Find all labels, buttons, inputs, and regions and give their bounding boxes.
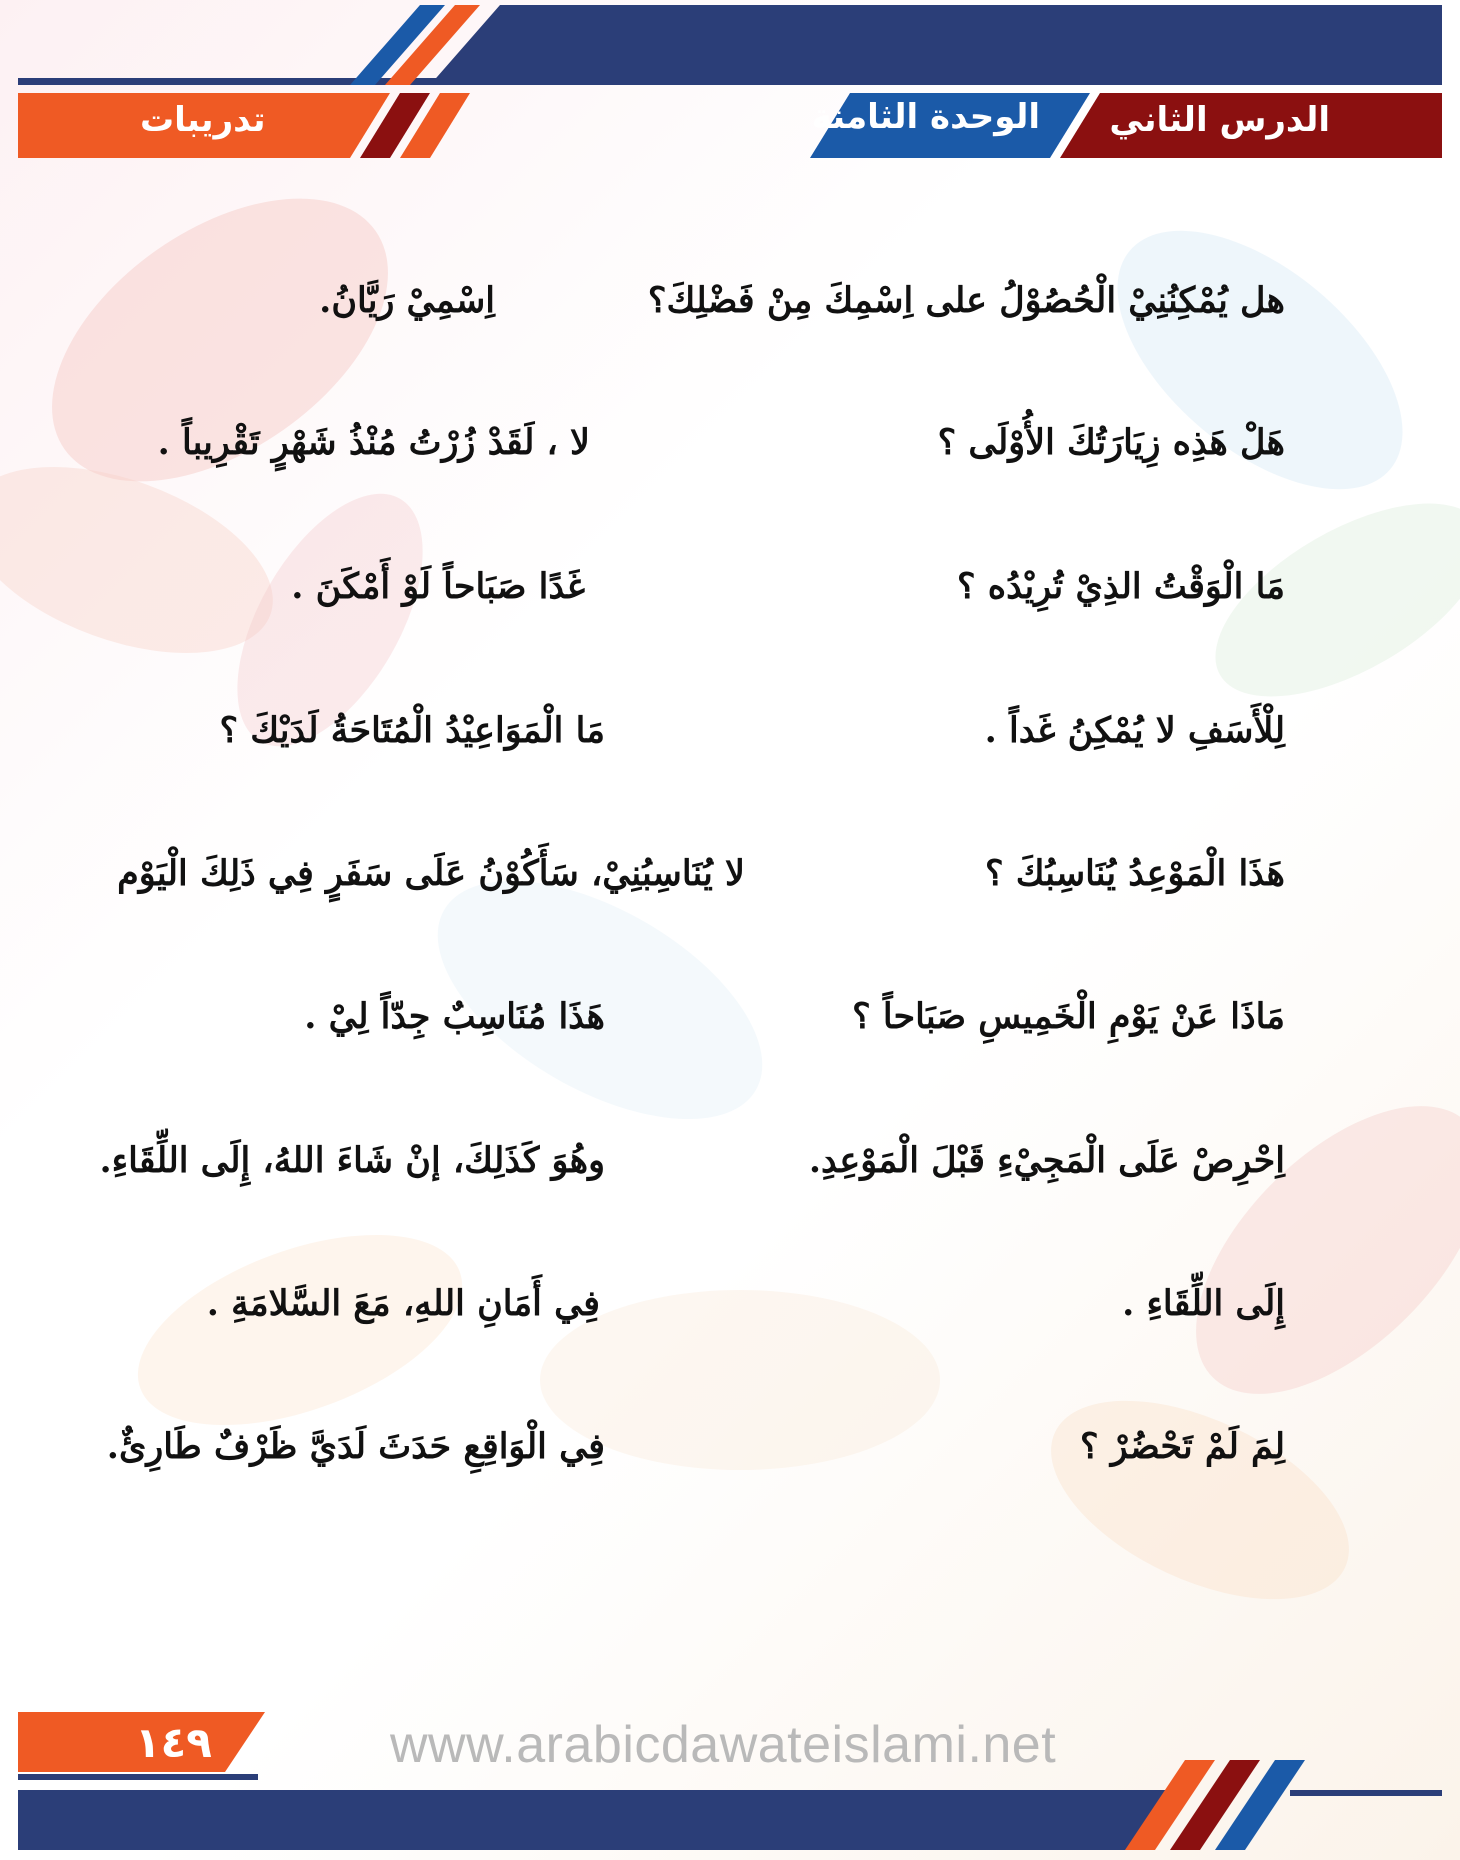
- question-text: هل يُمْكِنُنِيْ الْحُصُوْلُ على اِسْمِكَ مِنْ فَضْلِكَ؟: [647, 280, 1285, 321]
- answer-text: فِي أَمَانِ اللهِ، مَعَ السَّلامَةِ .: [206, 1283, 600, 1324]
- dialogue-row: [0, 996, 1460, 1056]
- website-watermark: www.arabicdawateislami.net: [390, 1716, 1057, 1774]
- dialogue-row: [0, 1426, 1460, 1486]
- question-text: لِلْأَسَفِ لا يُمْكِنُ غَداً .: [984, 710, 1285, 751]
- question-text: مَا الْوَقْتُ الذِيْ تُرِيْدُه ؟: [957, 566, 1285, 607]
- dialogue-row: [0, 422, 1460, 482]
- dialogue-row: [0, 853, 1460, 913]
- answer-text: لا يُنَاسِبُنِيْ، سَأَكُوْنُ عَلَى سَفَرٍ فِي ذَلِكَ الْيَوْم: [117, 853, 745, 894]
- question-text: إِلَى اللِّقَاءِ .: [1122, 1283, 1285, 1324]
- dialogue-row: [0, 566, 1460, 626]
- dialogue-row: [0, 710, 1460, 770]
- answer-text: مَا الْمَوَاعِيْدُ الْمُتَاحَةُ لَدَيْكَ ؟: [219, 710, 605, 751]
- unit-label: الوحدة الثامنة: [811, 97, 1040, 137]
- page-number: ١٤٩: [135, 1718, 212, 1767]
- question-text: هَلْ هَذِه زِيَارَتُكَ الأُوْلَى ؟: [937, 422, 1285, 463]
- dialogue-row: [0, 1283, 1460, 1343]
- lesson-label: الدرس الثاني: [1109, 100, 1330, 140]
- answer-text: لا ، لَقَدْ زُرْتُ مُنْذُ شَهْرٍ تَقْرِيباً .: [157, 422, 590, 463]
- header-banner: [0, 0, 1460, 170]
- question-text: مَاذَا عَنْ يَوْمِ الْخَمِيسِ صَبَاحاً ؟: [852, 996, 1285, 1037]
- dialogue-row: [0, 1140, 1460, 1200]
- question-text: هَذَا الْمَوْعِدُ يُنَاسِبُكَ ؟: [985, 853, 1285, 894]
- answer-text: غَدًا صَبَاحاً لَوْ أَمْكَنَ .: [291, 566, 585, 607]
- question-text: لِمَ لَمْ تَحْضُرْ ؟: [1079, 1426, 1285, 1467]
- answer-text: وهُوَ كَذَلِكَ، إنْ شَاءَ اللهُ، إِلَى اللِّقَاءِ.: [99, 1140, 605, 1181]
- question-text: اِحْرِصْ عَلَى الْمَجِيْءِ قَبْلَ الْمَوْعِدِ.: [808, 1140, 1285, 1181]
- answer-text: هَذَا مُنَاسِبٌ جِدّاً لِيْ .: [304, 996, 605, 1037]
- section-label: تدريبات: [140, 100, 266, 140]
- dialogue-row: [0, 280, 1460, 340]
- answer-text: اِسْمِيْ رَيَّانُ.: [319, 280, 495, 321]
- answer-text: فِي الْوَاقِعِ حَدَثَ لَدَيَّ ظَرْفٌ طَارِئٌ.: [106, 1426, 605, 1467]
